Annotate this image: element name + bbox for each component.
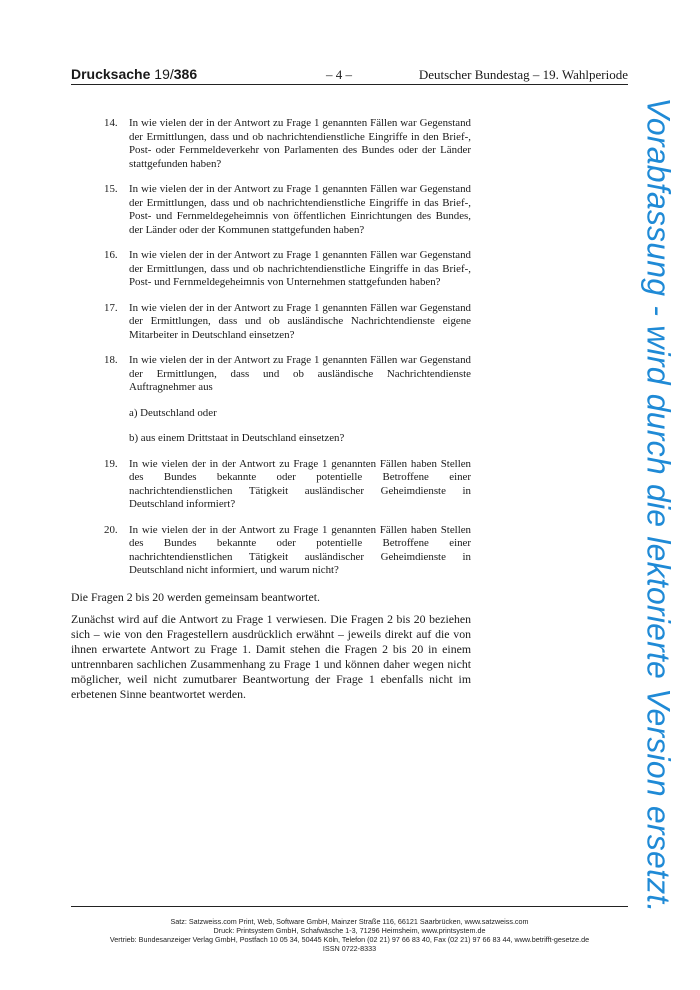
footer-distribution: Vertrieb: Bundesanzeiger Verlag GmbH, Postfach 10 05 34, 50445 Köln, Telefon (02 21) 97 66 83 40, Fax (02 21) 97 66 83 44, www.betrifft-gesetze.de (109, 935, 590, 944)
page-body (71, 117, 471, 702)
footer-issn: ISSN 0722-8333 (322, 944, 377, 953)
footer-divider (71, 906, 628, 907)
question-item (71, 302, 471, 343)
question-item (71, 354, 471, 395)
question-text: In wie vielen der in der Antwort zu Frage 1 genannten Fällen haben Stellen des Bundes bekannte oder potentielle Betroffene einer nachrichtendienstlichen Tätigkeit ausländischer Geheimdienste in Deutschland nicht informiert, und warum nicht? (129, 523, 471, 576)
question-number: 15. (104, 183, 118, 195)
page-footer (71, 917, 628, 953)
document-number (71, 66, 197, 82)
header-divider (71, 84, 628, 85)
question-text: In wie vielen der in der Antwort zu Frage 1 genannten Fällen war Gegenstand der Ermittlungen, dass und ob nachrichtendienstliche Eingriffe in das Brief-, Post- und Fernmeldegeheimnis von öffentlichen Einrichtungen des Bundes, der Länder oder der Kommunen stattgefunden haben? (129, 183, 471, 236)
watermark-text: Vorabfassung - wird durch die lektorierte Version ersetzt. (640, 97, 677, 913)
question-item (71, 458, 471, 512)
question-text: In wie vielen der in der Antwort zu Frage 1 genannten Fällen war Gegenstand der Ermittlungen, dass und ob ausländische Nachrichtendienste eigene Mitarbeiter in Deutschland einsetzen? (129, 301, 471, 341)
question-number: 16. (104, 249, 118, 261)
doc-number-prefix: 19/ (154, 66, 174, 82)
question-subitem-a: a) Deutschland oder (129, 406, 217, 419)
doc-number: 386 (173, 66, 198, 82)
question-item (71, 117, 471, 171)
question-text: In wie vielen der in der Antwort zu Frage 1 genannten Fällen war Gegenstand der Ermittlungen, dass und ob nachrichtendienstliche Eingriffe in das Brief-, Post- und Fernmeldegeheimnis von Unternehmen stattgefunden haben? (129, 249, 471, 288)
footer-typesetting: Satz: Satzweiss.com Print, Web, Software GmbH, Mainzer Straße 116, 66121 Saarbrücken, www.satzweiss.com (170, 917, 529, 926)
answer-intro: Die Fragen 2 bis 20 werden gemeinsam beantwortet. (71, 589, 320, 604)
footer-printing: Druck: Printsystem GmbH, Schafwäsche 1-3, 71296 Heimsheim, www.printsystem.de (213, 926, 486, 935)
doc-label: Drucksache (71, 66, 151, 82)
publisher: Deutscher Bundestag – 19. Wahlperiode (418, 67, 628, 82)
question-text: In wie vielen der in der Antwort zu Frage 1 genannten Fällen war Gegenstand der Ermittlungen, dass und ob nachrichtendienstliche Eingriffe in den Brief-, Post- oder Fernmeldeverkehr von Parlamenten des Bundes oder der Länder stattgefunden haben? (129, 117, 471, 170)
question-text: In wie vielen der in der Antwort zu Frage 1 genannten Fällen war Gegenstand der Ermittlungen, dass und ob ausländische Nachrichtendienste Auftragnehmer aus (129, 354, 471, 393)
question-subitem-b: b) aus einem Drittstaat in Deutschland einsetzen? (129, 432, 345, 444)
question-number: 19. (104, 457, 118, 470)
question-text: In wie vielen der in der Antwort zu Frage 1 genannten Fällen haben Stellen des Bundes bekannte oder potentielle Betroffene einer nachrichtendienstlichen Tätigkeit ausländischer Geheimdienste in Deutschland informiert? (129, 457, 471, 510)
question-number: 18. (104, 354, 118, 366)
question-item (71, 249, 471, 290)
page-number: – 4 – (326, 67, 352, 82)
question-number: 17. (104, 301, 118, 314)
question-number: 14. (104, 117, 118, 129)
draft-watermark (630, 97, 686, 913)
question-item (71, 183, 471, 237)
page-header (71, 66, 628, 86)
question-number: 20. (104, 523, 118, 536)
answer-body: Zunächst wird auf die Antwort zu Frage 1 verwiesen. Die Fragen 2 bis 20 beziehen sich – wie von den Fragestellern ausdrücklich erwähnt – jeweils direkt auf die von ihnen erwartete Antwort zu Frage 1. Damit stehen die Fragen 2 bis 20 in einem untrennbaren sachlichen Zusammenhang zu Frage 1 und können daher wegen nicht möglicher, weil nicht zumutbarer Beantwortung der Frage 1 ebenfalls nicht im erbetenen Sinne beantwortet werden. (71, 612, 471, 701)
question-item (71, 524, 471, 578)
